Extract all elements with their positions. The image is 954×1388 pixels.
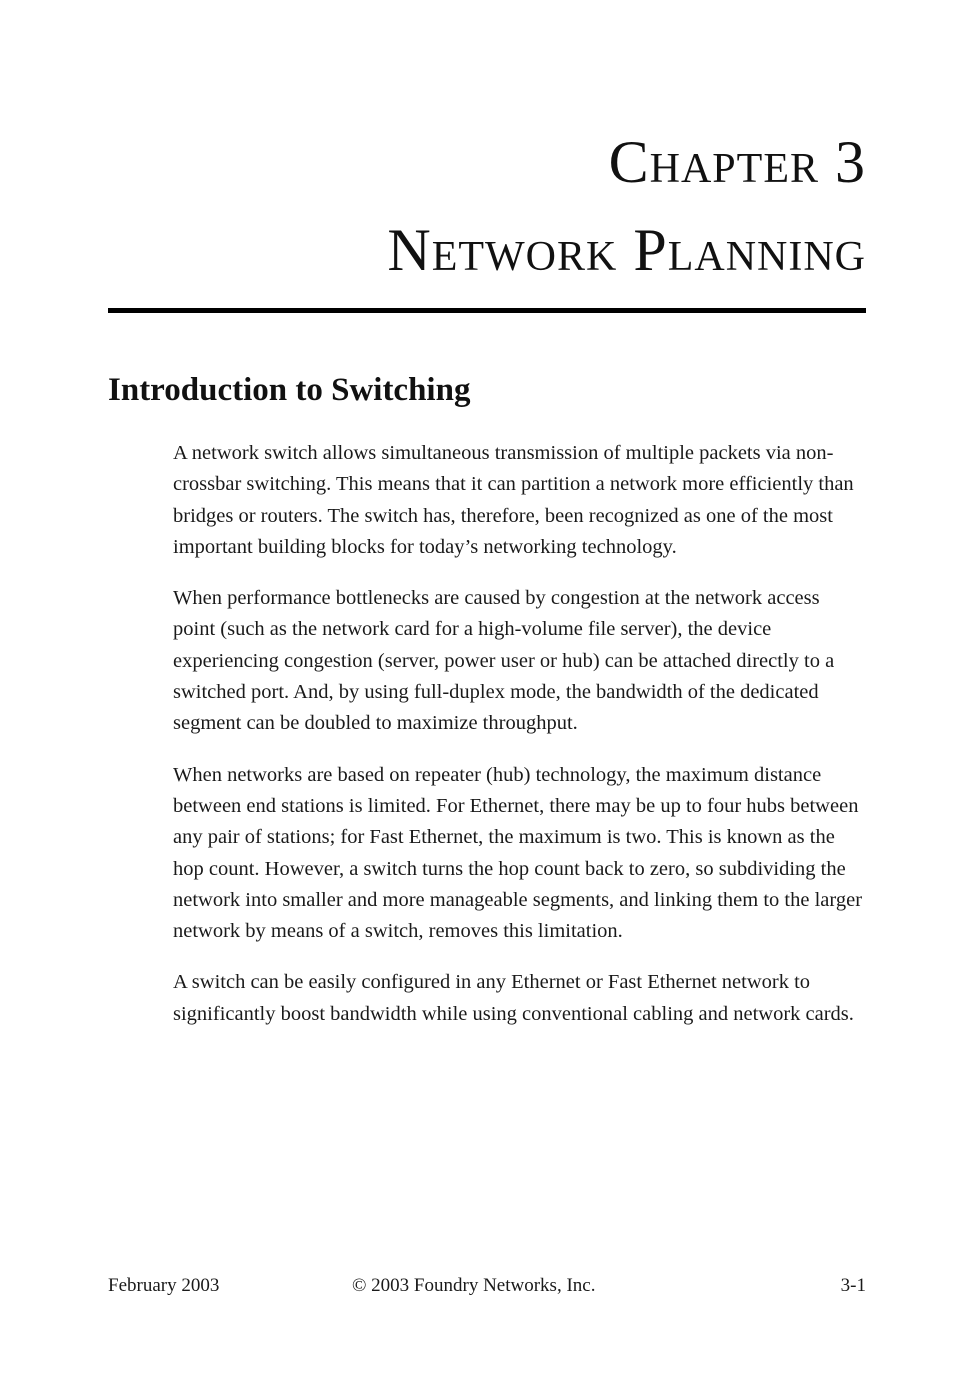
chapter-title: Network Planning — [387, 217, 866, 283]
paragraph: When networks are based on repeater (hub) technology, the maximum distance between end stations is limited. For Ethernet, there may be up to four hubs between any pair of stations; for Fast Ethernet, the maximum is two. This is known as the hop count. However, a switch turns the hop count back to zero, so subdividing the network into smaller and more manageable segments, and linking them to the larger network by means of a switch, removes this limitation. — [173, 763, 863, 943]
footer-date: February 2003 — [108, 1275, 220, 1296]
page-footer — [108, 1273, 866, 1299]
paragraph: A network switch allows simultaneous transmission of multiple packets via non-crossbar switching. This means that it can partition a network more efficiently than bridges or routers. The switch has, therefore, been recognized as one of the most important building blocks for today’s networking technology. — [173, 442, 854, 558]
footer-page-number: 3-1 — [840, 1275, 866, 1296]
footer-copyright: © 2003 Foundry Networks, Inc. — [352, 1275, 596, 1296]
section-title: Introduction to Switching — [108, 372, 471, 408]
chapter-heading — [387, 118, 866, 294]
chapter-number: Chapter 3 — [608, 129, 866, 195]
paragraph: When performance bottlenecks are caused by congestion at the network access point (such as the network card for a high-volume file server), the device experiencing congestion (server, power user or hub) can be attached directly to a switched port. And, by using full-duplex mode, the bandwidth of the dedicated segment can be doubled to maximize throughput. — [173, 587, 835, 735]
body-text — [173, 438, 866, 1050]
chapter-divider — [108, 308, 866, 313]
paragraph: A switch can be easily configured in any Ethernet or Fast Ethernet network to significantly boost bandwidth while using conventional cabling and network cards. — [173, 971, 854, 1025]
